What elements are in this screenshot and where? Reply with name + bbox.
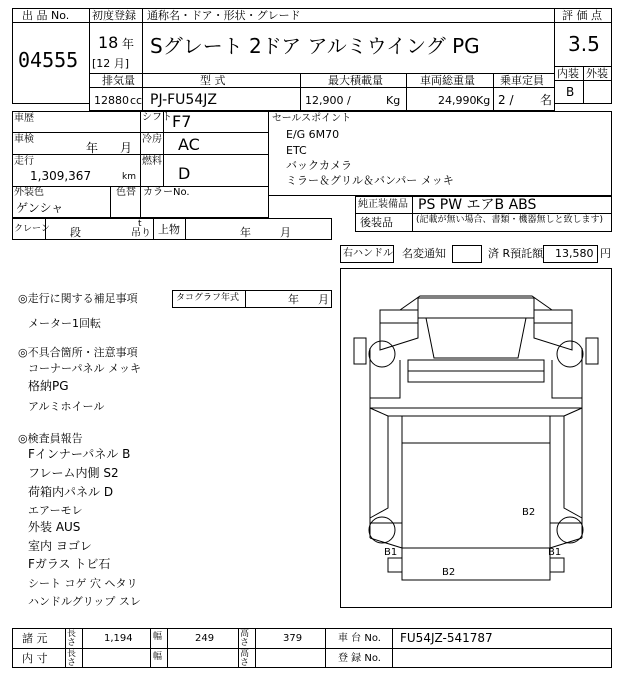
mileage-unit: km xyxy=(122,172,136,182)
inspector-item: 外装 AUS xyxy=(28,520,81,534)
color-code-label: 色替 xyxy=(116,187,136,198)
model-value: PJ-FU54JZ xyxy=(150,92,217,108)
truck-diagram xyxy=(340,268,612,608)
score-value: 3.5 xyxy=(568,32,600,56)
equipment-value: PS PW エアB ABS xyxy=(418,197,537,213)
defects-header: ◎不具合箇所・注意事項 xyxy=(18,346,138,359)
inspector-header: ◎検査員報告 xyxy=(18,432,83,445)
grade-value: Sグレート 2ドア アルミウイング PG xyxy=(150,34,480,58)
inner-length-label: 長さ xyxy=(67,649,77,668)
exterior-label: 外装 xyxy=(586,67,608,80)
fuel-value: D xyxy=(178,164,191,183)
first-reg-month: [12 月] xyxy=(92,57,130,70)
color-no-label: カラーNo. xyxy=(143,187,190,198)
chassis-value: FU54JZ-541787 xyxy=(400,631,493,645)
displacement-label: 排気量 xyxy=(102,74,135,87)
supplement-item: メーター1回転 xyxy=(28,317,101,330)
reg-label: 登 録 No. xyxy=(338,653,381,664)
gross-weight-value: 24,990 xyxy=(438,94,477,107)
right-hand-label: 右ハンドル xyxy=(343,248,393,259)
shift-value: F7 xyxy=(172,112,192,131)
sales-point-item: ミラー＆グリル＆バンパー メッキ xyxy=(286,174,454,187)
tachograph-label: タコグラフ年式 xyxy=(176,293,240,303)
width-value: 249 xyxy=(195,633,215,644)
damage-mark-b2: B2 xyxy=(522,507,536,518)
sales-point-item: E/G 6M70 xyxy=(286,128,340,141)
top-label: 上物 xyxy=(158,223,180,236)
damage-mark-b1: B1 xyxy=(384,547,398,558)
inspector-item: 室内 ヨゴレ xyxy=(28,539,92,553)
lot-label: 出 品 No. xyxy=(22,9,70,22)
crane-label: クレーン xyxy=(14,224,50,234)
inspection-month: 月 xyxy=(120,141,133,155)
inspector-item: Fガラス トビ石 xyxy=(28,557,111,571)
equipment-label: 純正装備品 xyxy=(358,199,408,210)
inner-height-label: 高さ xyxy=(240,649,250,668)
inspector-item: シート コゲ 穴 ヘタリ xyxy=(28,577,138,590)
recycle-label: 済 R預託額 xyxy=(488,247,544,260)
aircon-value: AC xyxy=(178,135,200,154)
tachograph-year: 年 xyxy=(288,293,299,306)
length-label: 長さ xyxy=(67,629,77,648)
dims-label: 諸 元 xyxy=(22,632,48,645)
top-year: 年 xyxy=(240,226,251,239)
fuel-label: 燃料 xyxy=(142,156,162,167)
max-load-unit: Kg xyxy=(386,94,401,107)
crane-stage: 段 xyxy=(70,226,81,239)
gross-weight-unit: Kg xyxy=(476,94,491,107)
crane-lift: 吊り xyxy=(131,228,151,239)
inspection-year: 年 xyxy=(86,141,99,155)
mod-notice-label: 名変通知 xyxy=(402,247,446,260)
max-load-value: 12,900 / xyxy=(305,94,351,107)
supplement-header: ◎走行に関する補足事項 xyxy=(18,292,138,305)
model-label: 型 式 xyxy=(200,74,226,87)
first-reg-year: 18 xyxy=(98,33,119,52)
width-label: 幅 xyxy=(153,632,163,642)
inspection-label: 車検 xyxy=(14,134,34,145)
sales-point-item: バックカメラ xyxy=(286,159,352,172)
defect-item: コーナーパネル メッキ xyxy=(28,362,141,375)
chassis-label: 車 台 No. xyxy=(338,633,381,644)
grade-label: 通称名・ドア・形状・グレード xyxy=(147,9,301,22)
aftermarket-note: (記載が無い場合、書類・機器無しと致します) xyxy=(416,215,604,225)
recycle-unit: 円 xyxy=(600,247,611,260)
inspector-item: エアーモレ xyxy=(28,504,83,517)
displacement-unit: cc xyxy=(130,94,143,107)
tachograph-month: 月 xyxy=(318,293,329,306)
capacity-unit: 名 xyxy=(540,93,553,107)
aftermarket-label: 後装品 xyxy=(360,216,393,229)
top-month: 月 xyxy=(280,226,291,239)
height-value: 379 xyxy=(283,633,303,644)
defect-item: アルミホイール xyxy=(28,400,105,413)
damage-mark-b2: B2 xyxy=(442,567,456,578)
height-label: 高さ xyxy=(240,629,250,648)
recycle-value: 13,580 xyxy=(555,247,594,260)
first-reg-label: 初度登録 xyxy=(92,9,136,22)
shift-label: シフト xyxy=(142,112,172,123)
lot-number: 04555 xyxy=(18,48,79,72)
inspector-item: フレーム内側 S2 xyxy=(28,466,119,480)
first-reg-year-unit: 年 xyxy=(122,37,135,51)
max-load-label: 最大積載量 xyxy=(328,74,383,87)
displacement-value: 12880 xyxy=(94,94,129,107)
history-label: 車歴 xyxy=(14,113,34,124)
inspector-item: ハンドルグリップ スレ xyxy=(28,595,141,608)
aircon-label: 冷房 xyxy=(142,134,162,145)
mod-notice-box xyxy=(452,245,482,263)
defect-item: 格納PG xyxy=(28,379,69,393)
score-label: 評 価 点 xyxy=(562,9,602,22)
sales-point-item: ETC xyxy=(286,144,307,157)
capacity-label: 乗車定員 xyxy=(500,74,544,87)
interior-label: 内装 xyxy=(557,67,579,80)
inner-dims-label: 内 寸 xyxy=(22,652,48,665)
ext-color-value: ゲンシャ xyxy=(16,201,64,215)
mileage-value: 1,309,367 xyxy=(30,169,92,183)
gross-weight-label: 車両総重量 xyxy=(420,74,475,87)
inspector-item: 荷箱内パネル D xyxy=(28,485,114,499)
crane-lift-t: t xyxy=(138,219,142,229)
capacity-value: 2 / xyxy=(498,93,514,107)
inspector-item: Fインナーパネル B xyxy=(28,447,131,461)
ext-color-label: 外装色 xyxy=(14,187,44,198)
sales-points-label: セールスポイント xyxy=(272,113,352,124)
mileage-label: 走行 xyxy=(14,156,34,167)
interior-grade: B xyxy=(566,85,575,99)
length-value: 1,194 xyxy=(104,633,133,644)
inner-width-label: 幅 xyxy=(153,652,163,662)
damage-mark-b1: B1 xyxy=(548,547,562,558)
